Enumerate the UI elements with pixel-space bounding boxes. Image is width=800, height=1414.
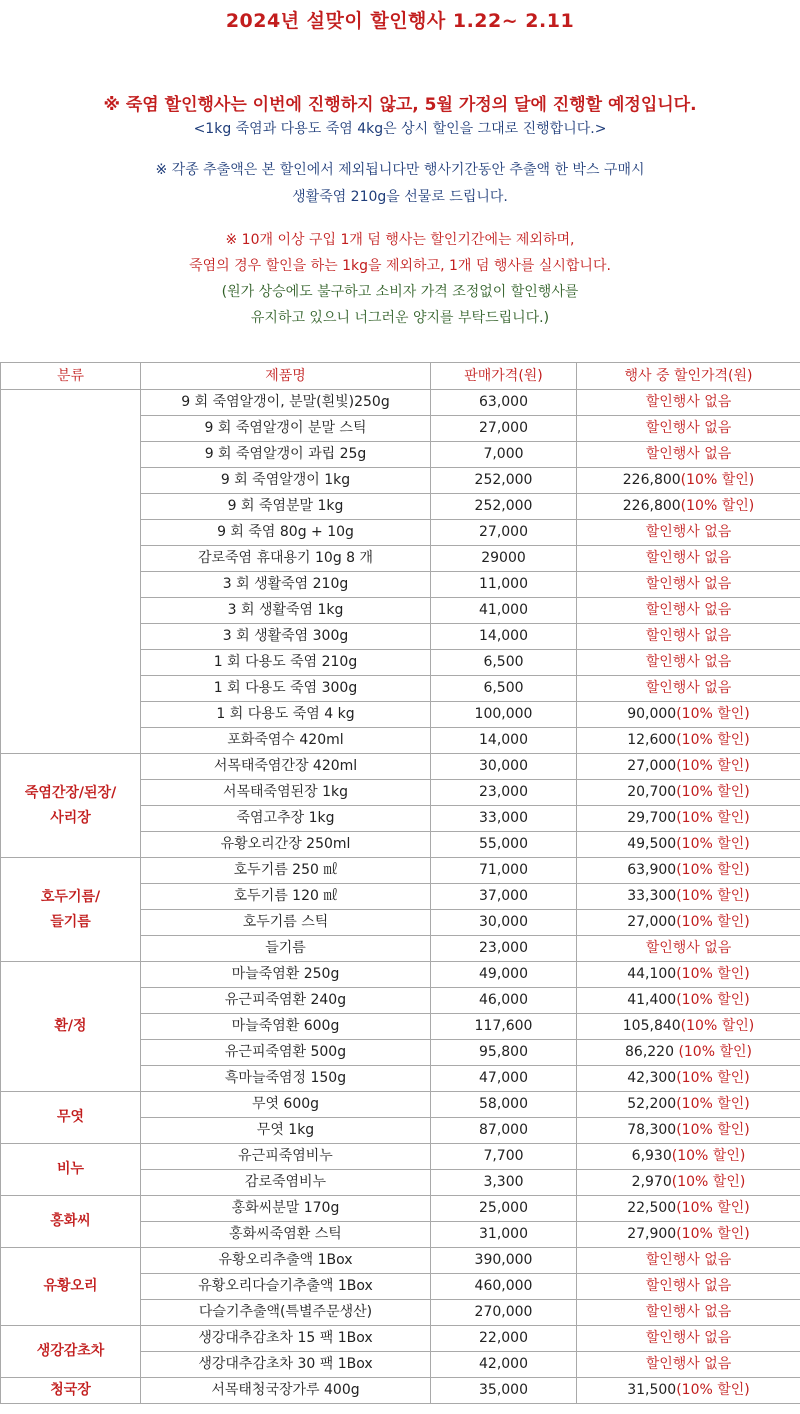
sale-price-cell (577, 806, 800, 832)
sale-note: (10% 할인) (676, 1070, 750, 1086)
product-name-cell: 다슬기추출액(특별주문생산) (141, 1300, 431, 1326)
header-category: 분류 (1, 363, 141, 390)
sale-note: (10% 할인) (676, 732, 750, 748)
category-cell: 죽염간장/된장/ 사리장 (1, 754, 141, 858)
sale-price-cell (577, 832, 800, 858)
price-cell: 37,000 (431, 884, 577, 910)
product-name-cell: 무엿 600g (141, 1092, 431, 1118)
price-cell: 71,000 (431, 858, 577, 884)
sale-note: (10% 할인) (676, 836, 750, 852)
sale-note: (10% 할인) (680, 472, 755, 488)
sale-note: (10% 할인) (671, 1174, 746, 1190)
product-name-cell: 감로죽염비누 (141, 1170, 431, 1196)
sale-price-value: 78,300 (627, 1122, 677, 1138)
sale-note: 할인행사 없음 (645, 1304, 732, 1320)
sale-note: (10% 할인) (676, 784, 750, 800)
table-row (1, 390, 800, 416)
sale-price-cell (577, 1144, 800, 1170)
sale-price-cell (577, 416, 800, 442)
product-name-cell: 감로죽염 휴대용기 10g 8 개 (141, 546, 431, 572)
product-name-cell: 유근피죽염환 500g (141, 1040, 431, 1066)
notice-line-1: ※ 죽염 할인행사는 이번에 진행하지 않고, 5월 가정의 달에 진행할 예정입니다. (103, 95, 697, 115)
category-cell (1, 390, 141, 754)
sale-price-value: 27,900 (627, 1226, 677, 1242)
page-title: 2024년 설맞이 할인행사 1.22~ 2.11 (225, 10, 575, 32)
price-cell: 117,600 (431, 1014, 577, 1040)
sale-note: 할인행사 없음 (645, 680, 732, 696)
sale-price-value: 27,000 (627, 914, 677, 930)
price-cell: 95,800 (431, 1040, 577, 1066)
product-name-cell: 호두기름 250 ㎖ (141, 858, 431, 884)
table-header-row (1, 363, 800, 390)
product-name-cell: 1 회 다용도 죽염 4 kg (141, 702, 431, 728)
category-cell: 청국장 (1, 1378, 141, 1404)
sale-note: (10% 할인) (676, 966, 750, 982)
product-name-cell: 3 회 생활죽염 1kg (141, 598, 431, 624)
price-cell: 30,000 (431, 910, 577, 936)
price-cell: 11,000 (431, 572, 577, 598)
price-cell: 23,000 (431, 780, 577, 806)
header-sale-price: 행사 중 할인가격(원) (577, 363, 800, 390)
sale-price-cell (577, 1300, 800, 1326)
sale-price-cell (577, 494, 800, 520)
sale-price-value: 86,220 (625, 1044, 679, 1060)
price-cell: 55,000 (431, 832, 577, 858)
product-name-cell: 생강대추감초차 30 팩 1Box (141, 1352, 431, 1378)
price-cell: 31,000 (431, 1222, 577, 1248)
product-name-cell: 홍화씨분말 170g (141, 1196, 431, 1222)
product-name-cell: 유근피죽염비누 (141, 1144, 431, 1170)
price-cell: 7,000 (431, 442, 577, 468)
sale-price-cell (577, 598, 800, 624)
sale-note: 할인행사 없음 (645, 1278, 732, 1294)
sale-note: 할인행사 없음 (645, 1252, 732, 1268)
price-table (0, 362, 800, 1404)
product-name-cell: 호두기름 스틱 (141, 910, 431, 936)
sale-note: 할인행사 없음 (645, 420, 732, 436)
sale-price-cell (577, 520, 800, 546)
price-cell: 252,000 (431, 468, 577, 494)
price-cell: 25,000 (431, 1196, 577, 1222)
sale-price-value: 2,970 (631, 1174, 672, 1190)
sale-price-cell (577, 650, 800, 676)
sale-price-cell (577, 390, 800, 416)
sale-note: (10% 할인) (680, 498, 755, 514)
header-price: 판매가격(원) (431, 363, 577, 390)
sale-price-cell (577, 546, 800, 572)
notice-line-8: 유지하고 있으니 너그러운 양지를 부탁드립니다.) (250, 310, 550, 326)
sale-note: (10% 할인) (676, 1382, 750, 1398)
sale-price-cell (577, 780, 800, 806)
sale-price-value: 63,900 (627, 862, 677, 878)
table-row (1, 858, 800, 884)
sale-price-cell (577, 1196, 800, 1222)
price-cell: 27,000 (431, 520, 577, 546)
sale-note: (10% 할인) (676, 1226, 750, 1242)
price-cell: 270,000 (431, 1300, 577, 1326)
price-cell: 460,000 (431, 1274, 577, 1300)
notice-line-7: (원가 상승에도 불구하고 소비자 가격 조정없이 할인행사를 (221, 284, 579, 300)
sale-price-cell (577, 1326, 800, 1352)
sale-price-cell (577, 1118, 800, 1144)
sale-price-cell (577, 1222, 800, 1248)
product-name-cell: 9 회 죽염 80g + 10g (141, 520, 431, 546)
sale-price-cell (577, 1248, 800, 1274)
sale-price-cell (577, 1170, 800, 1196)
sale-price-value: 52,200 (627, 1096, 677, 1112)
sale-note: (10% 할인) (676, 862, 750, 878)
product-name-cell: 포화죽염수 420ml (141, 728, 431, 754)
notice-line-3: ※ 각종 추출액은 본 할인에서 제외됩니다만 행사기간동안 추출액 한 박스 구매시 (155, 162, 645, 178)
price-cell: 6,500 (431, 650, 577, 676)
sale-price-cell (577, 988, 800, 1014)
product-name-cell: 9 회 죽염알갱이 과립 25g (141, 442, 431, 468)
table-row (1, 1144, 800, 1170)
sale-price-cell (577, 884, 800, 910)
sale-price-cell (577, 936, 800, 962)
sale-note: 할인행사 없음 (645, 602, 732, 618)
sale-price-cell (577, 1274, 800, 1300)
price-cell: 30,000 (431, 754, 577, 780)
category-cell: 생강감초차 (1, 1326, 141, 1378)
product-name-cell: 유황오리다슬기추출액 1Box (141, 1274, 431, 1300)
product-name-cell: 서목태죽염된장 1kg (141, 780, 431, 806)
product-name-cell: 죽염고추장 1kg (141, 806, 431, 832)
sale-price-value: 44,100 (627, 966, 677, 982)
sale-note: 할인행사 없음 (645, 550, 732, 566)
sale-note: (10% 할인) (678, 1044, 752, 1060)
sale-note: (10% 할인) (676, 706, 750, 722)
price-cell: 49,000 (431, 962, 577, 988)
product-name-cell: 호두기름 120 ㎖ (141, 884, 431, 910)
category-cell: 환/정 (1, 962, 141, 1092)
sale-price-cell (577, 1092, 800, 1118)
sale-price-cell (577, 910, 800, 936)
product-name-cell: 마늘죽염환 250g (141, 962, 431, 988)
product-name-cell: 흑마늘죽염정 150g (141, 1066, 431, 1092)
table-row (1, 1378, 800, 1404)
sale-note: (10% 할인) (676, 1200, 750, 1216)
product-name-cell: 3 회 생활죽염 210g (141, 572, 431, 598)
price-cell: 390,000 (431, 1248, 577, 1274)
product-name-cell: 유황오리간장 250ml (141, 832, 431, 858)
notice-line-6: 죽염의 경우 할인을 하는 1kg을 제외하고, 1개 덤 행사를 실시합니다. (189, 258, 611, 274)
sale-note: 할인행사 없음 (645, 446, 732, 462)
header-product: 제품명 (141, 363, 431, 390)
sale-price-cell (577, 468, 800, 494)
sale-note: 할인행사 없음 (645, 524, 732, 540)
sale-note: 할인행사 없음 (645, 1356, 732, 1372)
product-name-cell: 서목태죽염간장 420ml (141, 754, 431, 780)
category-cell: 홍화씨 (1, 1196, 141, 1248)
sale-price-cell (577, 624, 800, 650)
category-cell: 무엿 (1, 1092, 141, 1144)
sale-price-cell (577, 1040, 800, 1066)
sale-note: (10% 할인) (676, 992, 750, 1008)
sale-price-cell (577, 858, 800, 884)
sale-price-value: 27,000 (627, 758, 677, 774)
product-name-cell: 마늘죽염환 600g (141, 1014, 431, 1040)
product-name-cell: 생강대추감초차 15 팩 1Box (141, 1326, 431, 1352)
notice-block (0, 93, 800, 331)
sale-note: 할인행사 없음 (645, 576, 732, 592)
product-name-cell: 3 회 생활죽염 300g (141, 624, 431, 650)
sale-price-cell (577, 702, 800, 728)
notice-line-2: <1kg 죽염과 다용도 죽염 4kg은 상시 할인을 그대로 진행합니다.> (193, 121, 607, 137)
price-cell: 23,000 (431, 936, 577, 962)
sale-note: 할인행사 없음 (645, 1330, 732, 1346)
price-cell: 29000 (431, 546, 577, 572)
sale-price-value: 105,840 (622, 1018, 681, 1034)
sale-note: 할인행사 없음 (645, 654, 732, 670)
sale-price-value: 226,800 (622, 472, 681, 488)
product-name-cell: 9 회 죽염알갱이, 분말(흰빛)250g (141, 390, 431, 416)
price-cell: 14,000 (431, 728, 577, 754)
price-cell: 35,000 (431, 1378, 577, 1404)
sale-price-cell (577, 1378, 800, 1404)
sale-price-value: 41,400 (627, 992, 677, 1008)
sale-price-value: 31,500 (627, 1382, 677, 1398)
category-cell: 유황오리 (1, 1248, 141, 1326)
price-cell: 22,000 (431, 1326, 577, 1352)
price-cell: 42,000 (431, 1352, 577, 1378)
category-cell: 비누 (1, 1144, 141, 1196)
product-name-cell: 9 회 죽염알갱이 1kg (141, 468, 431, 494)
sale-price-value: 49,500 (627, 836, 677, 852)
sale-price-cell (577, 1066, 800, 1092)
product-name-cell: 9 회 죽염분말 1kg (141, 494, 431, 520)
price-cell: 41,000 (431, 598, 577, 624)
product-name-cell: 들기름 (141, 936, 431, 962)
sale-note: (10% 할인) (671, 1148, 746, 1164)
price-cell: 14,000 (431, 624, 577, 650)
sale-price-cell (577, 572, 800, 598)
product-name-cell: 1 회 다용도 죽염 210g (141, 650, 431, 676)
sale-price-value: 6,930 (631, 1148, 672, 1164)
sale-price-value: 90,000 (627, 706, 677, 722)
price-cell: 46,000 (431, 988, 577, 1014)
product-name-cell: 홍화씨죽염환 스틱 (141, 1222, 431, 1248)
sale-price-cell (577, 728, 800, 754)
sale-price-value: 12,600 (627, 732, 677, 748)
table-row (1, 754, 800, 780)
sale-price-value: 22,500 (627, 1200, 677, 1216)
sale-price-cell (577, 1014, 800, 1040)
sale-price-value: 226,800 (622, 498, 681, 514)
sale-price-cell (577, 1352, 800, 1378)
sale-note: (10% 할인) (680, 1018, 755, 1034)
price-cell: 58,000 (431, 1092, 577, 1118)
price-cell: 3,300 (431, 1170, 577, 1196)
sale-price-value: 42,300 (627, 1070, 677, 1086)
sale-note: (10% 할인) (676, 1122, 750, 1138)
sale-price-cell (577, 962, 800, 988)
sale-price-cell (577, 442, 800, 468)
price-cell: 100,000 (431, 702, 577, 728)
sale-note: 할인행사 없음 (645, 394, 732, 410)
notice-line-4: 생활죽염 210g을 선물로 드립니다. (292, 189, 508, 205)
product-name-cell: 1 회 다용도 죽염 300g (141, 676, 431, 702)
table-body (1, 390, 800, 1404)
table-row (1, 1196, 800, 1222)
price-cell: 6,500 (431, 676, 577, 702)
sale-note: (10% 할인) (676, 758, 750, 774)
sale-note: (10% 할인) (676, 914, 750, 930)
price-cell: 87,000 (431, 1118, 577, 1144)
price-cell: 33,000 (431, 806, 577, 832)
table-row (1, 1248, 800, 1274)
sale-price-value: 29,700 (627, 810, 677, 826)
product-name-cell: 9 회 죽염알갱이 분말 스틱 (141, 416, 431, 442)
notice-line-5: ※ 10개 이상 구입 1개 덤 행사는 할인기간에는 제외하며, (225, 232, 575, 248)
sale-price-cell (577, 676, 800, 702)
table-row (1, 1326, 800, 1352)
sale-note: (10% 할인) (676, 888, 750, 904)
sale-price-value: 20,700 (627, 784, 677, 800)
price-cell: 252,000 (431, 494, 577, 520)
product-name-cell: 무엿 1kg (141, 1118, 431, 1144)
product-name-cell: 유황오리추출액 1Box (141, 1248, 431, 1274)
price-cell: 7,700 (431, 1144, 577, 1170)
sale-price-value: 33,300 (627, 888, 677, 904)
price-cell: 47,000 (431, 1066, 577, 1092)
product-name-cell: 유근피죽염환 240g (141, 988, 431, 1014)
table-row (1, 1092, 800, 1118)
sale-note: (10% 할인) (676, 810, 750, 826)
table-row (1, 962, 800, 988)
sale-note: 할인행사 없음 (645, 940, 732, 956)
product-name-cell: 서목태청국장가루 400g (141, 1378, 431, 1404)
category-cell: 호두기름/ 들기름 (1, 858, 141, 962)
sale-price-cell (577, 754, 800, 780)
sale-note: 할인행사 없음 (645, 628, 732, 644)
price-cell: 27,000 (431, 416, 577, 442)
price-cell: 63,000 (431, 390, 577, 416)
sale-note: (10% 할인) (676, 1096, 750, 1112)
